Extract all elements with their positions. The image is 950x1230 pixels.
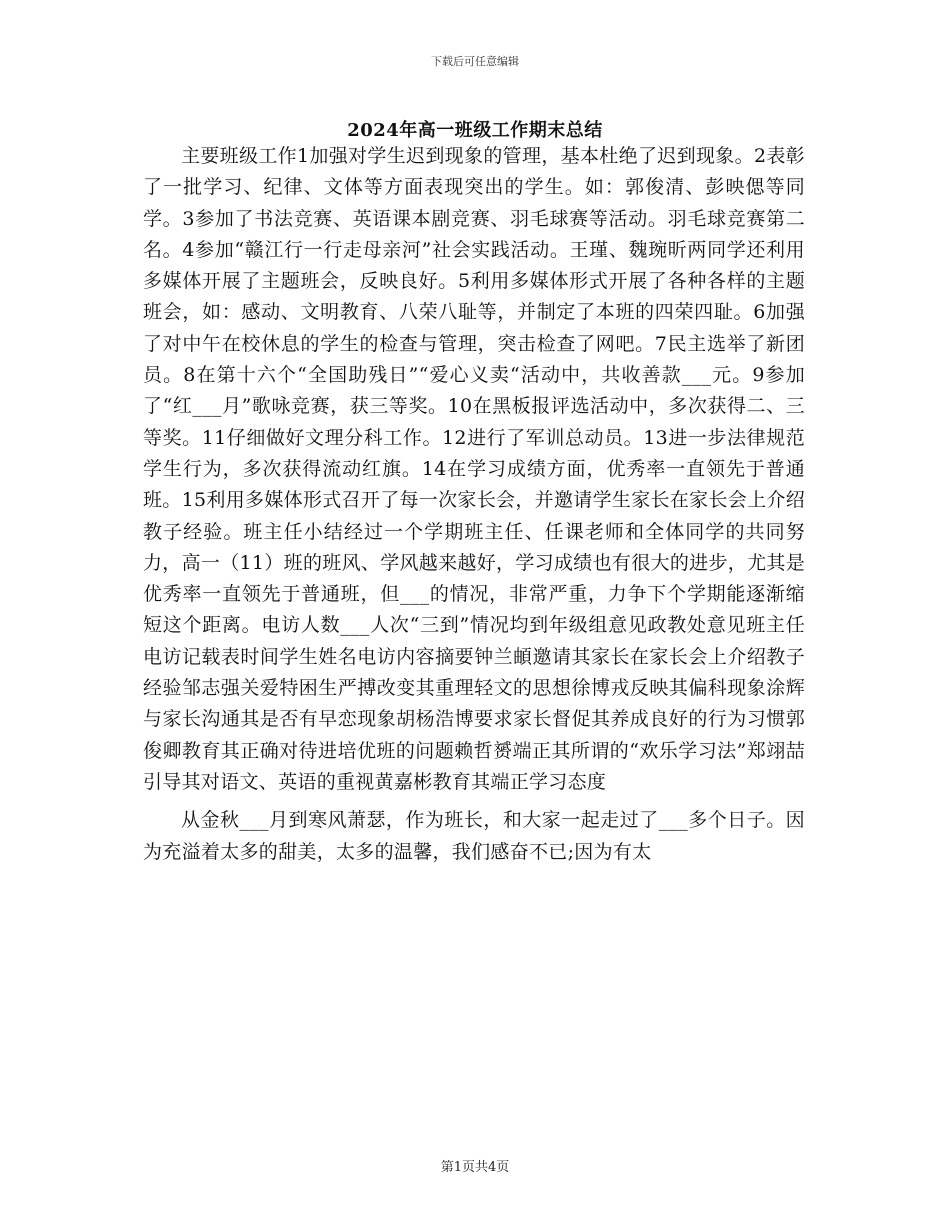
document-title: 2024年高一班级工作期末总结 [347,120,603,141]
download-edit-note: 下载后可任意编辑 [431,55,519,68]
document-body [143,141,805,868]
body-paragraph-2: 从金秋___月到寒风萧瑟，作为班长，和大家一起走过了___多个日子。因为充溢着太多的甜美，太多的温馨，我们感奋不已;因为有太 [143,809,805,863]
page-number-footer: 第1页共4页 [440,1160,510,1175]
body-paragraph-1: 主要班级工作1加强对学生迟到现象的管理，基本杜绝了迟到现象。2表彰了一批学习、纪律、文体等方面表现突出的学生。如：郭俊清、彭映偲等同学。3参加了书法竞赛、英语课本剧竞赛、羽毛球赛等活动。羽毛球竞赛第二名。4参加“赣江行一行走母亲河”社会实践活动。王瑾、魏琬昕两同学还利用多媒体开展了主题班会，反映良好。5利用多媒体形式开展了各种各样的主题班会，如：感动、文明教育、八荣八耻等，并制定了本班的四荣四耻。6加强了对中午在校休息的学生的检查与管理，突击检查了网吧。7民主选举了新团员。8在第十六个“全国助残日”“爱心义卖“活动中，共收善款___元。9参加了“红___月”歌咏竞赛，获三等奖。10在黑板报评选活动中，多次获得二、三等奖。11仔细做好文理分科工作。12进行了军训总动员。13进一步法律规范学生行为，多次获得流动红旗。14在学习成绩方面，优秀率一直领先于普通班。15利用多媒体形式召开了每一次家长会，并邀请学生家长在家长会上介绍教子经验。班主任小结经过一个学期班主任、任课老师和全体同学的共同努力，高一（11）班的班风、学风越来越好，学习成绩也有很大的进步，尤其是优秀率一直领先于普通班，但___的情况，非常严重，力争下个学期能逐渐缩短这个距离。电访人数___人次“三到”情况均到年级组意见政教处意见班主任电访记载表时间学生姓名电访内容摘要钟兰頔邀请其家长在家长会上介绍教子经验邹志强关爱特困生严搏改变其重理轻文的思想徐博戎反映其偏科现象涂辉与家长沟通其是否有早恋现象胡杨浩博要求家长督促其养成良好的行为习惯郭俊卿教育其正确对待进培优班的问题赖哲赟端正其所谓的“欢乐学习法”郑翊喆引导其对语文、英语的重视黄嘉彬教育其端正学习态度 [143,145,805,793]
